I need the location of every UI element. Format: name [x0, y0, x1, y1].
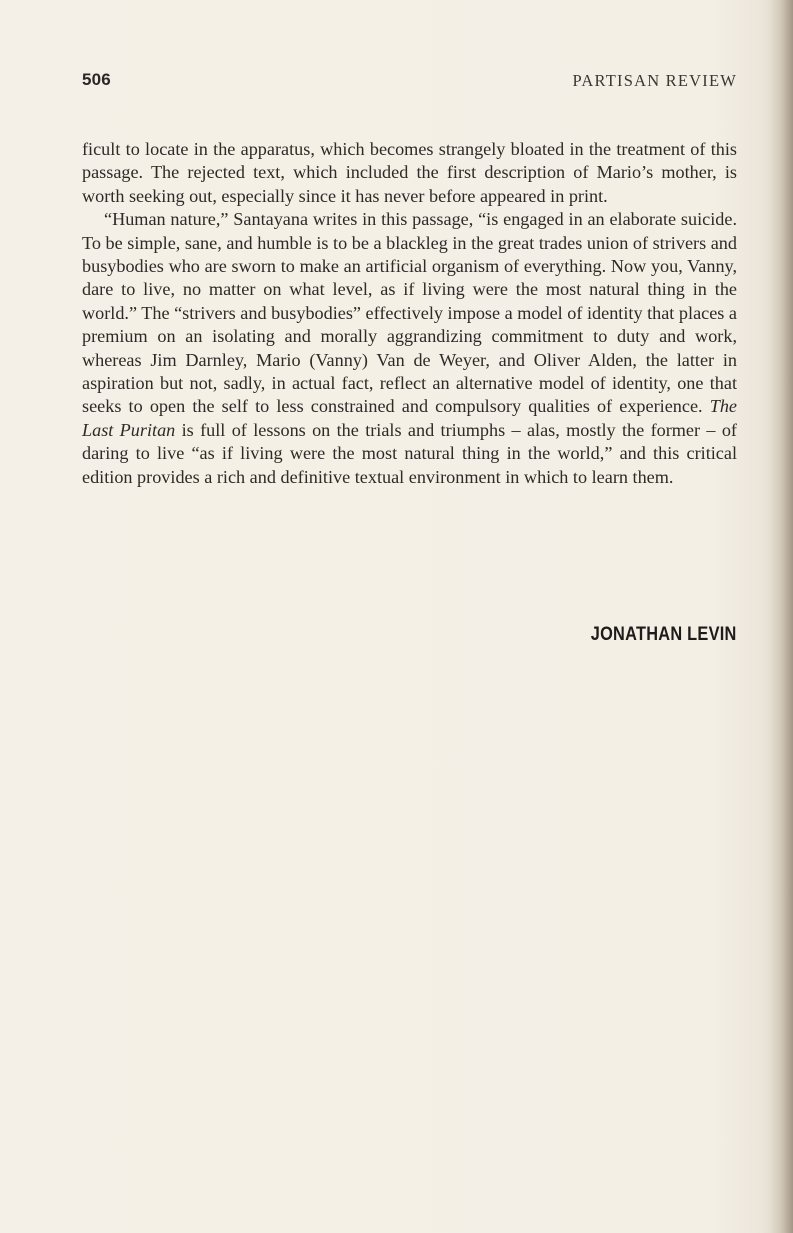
- paragraph-2-end: is full of lessons on the trials and triumphs – alas, mostly the former – of daring to live “as if living were the most natural thing in the world,” and this critical edition provides a rich and definitive textual environment in which to learn them.: [82, 419, 737, 487]
- book-title: The Last Puritan: [82, 396, 737, 440]
- page-number: 506: [82, 70, 111, 89]
- article-body: [82, 138, 737, 489]
- paragraph-2-start: “Human nature,” Santayana writes in this passage, “is engaged in an elaborate suicide. To be simple, sane, and humble is to be a blackleg in the great trades union of strivers and busybodies who are sworn to make an artificial organism of everything. Now you, Vanny, dare to live, no matter on what level, as if living were the most natural thing in the world.” The “strivers and busybodies” effectively impose a model of identity that places a premium on an isolating and morally aggrandizing commitment to duty and work, whereas Jim Darnley, Mario (Vanny) Van de Weyer, and Oliver Alden, the latter in aspiration but not, sadly, in actual fact, reflect an alternative model of identity, one that seeks to open the self to less constrained and compulsory qualities of experience.: [82, 209, 737, 417]
- paragraph-1: ficult to locate in the apparatus, which becomes strangely bloated in the treatment of this passage. The rejected text, which included the first description of Mario’s mother, is worth seeking out, especially since it has never before appeared in print.: [82, 139, 737, 206]
- binding-shadow: [771, 0, 793, 1233]
- journal-title: PARTISAN REVIEW: [572, 71, 737, 90]
- author-signature: JONATHAN LEVIN: [591, 624, 737, 645]
- running-head: [82, 70, 737, 94]
- paragraph-2: [82, 208, 737, 489]
